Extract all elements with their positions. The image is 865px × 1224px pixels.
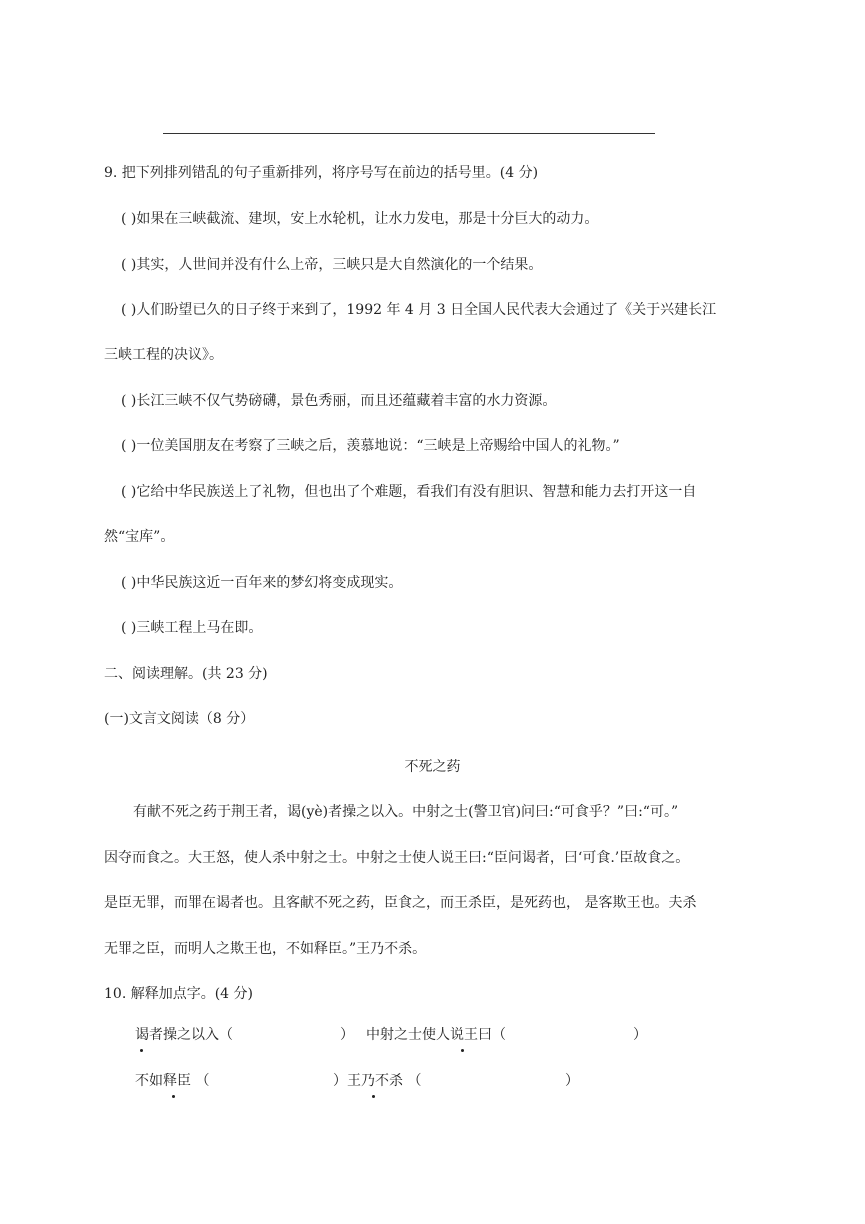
section-2-heading: 二、阅读理解。(共 23 分) — [104, 666, 268, 682]
q9-item-6-cont: 然“宝库”。 — [104, 529, 175, 545]
q9-item-3-cont: 三峡工程的决议》。 — [104, 347, 223, 363]
q10-item-shui: 中射之士使人说王曰（ — [366, 1027, 506, 1043]
q9-item-4: ( )长江三峡不仅气势磅礴，景色秀丽，而且还蕴藏着丰富的水力资源。 — [121, 393, 557, 409]
passage-title: 不死之药 — [404, 759, 461, 775]
q9-item-7: ( )中华民族这近一百年来的梦幻将变成现实。 — [121, 575, 403, 591]
passage-line-3: 是臣无罪，而罪在谒者也。且客献不死之药，臣食之，而王杀臣，是死药也， 是客欺王也。夫杀 — [104, 895, 697, 911]
q9-item-6: ( )它给中华民族送上了礼物，但也出了个难题，看我们有没有胆识、智慧和能力去打开这一自 — [121, 484, 697, 500]
question-9-title: 9. 把下列排列错乱的句子重新排列，将序号写在前边的括号里。(4 分) — [104, 165, 539, 181]
q10-item-shui-close: ） — [633, 1027, 647, 1043]
passage-line-2: 因夺而食之。大王怒，使人杀中射之士。中射之士使人说王曰:“臣问谒者，曰‘可食.’臣故食之。 — [104, 850, 690, 866]
emphasis-dot — [172, 1095, 175, 1098]
q9-item-3: ( )人们盼望已久的日子终于来到了，1992 年 4 月 3 日全国人民代表大会通过了《关于兴建长江 — [121, 302, 717, 318]
q9-item-8: ( )三峡工程上马在即。 — [121, 620, 263, 636]
q9-item-2: ( )其实，人世间并没有什么上帝，三峡只是大自然演化的一个结果。 — [121, 257, 543, 273]
emphasis-dot — [372, 1095, 375, 1098]
q10-item-shi-close: ） — [333, 1073, 347, 1089]
q9-item-5: ( )一位美国朋友在考察了三峡之后，羡慕地说：“三峡是上帝赐给中国人的礼物。” — [121, 438, 620, 454]
subsection-1-heading: (一)文言文阅读（8 分） — [104, 711, 255, 727]
passage-line-1: 有献不死之药于荆王者，谒(yè)者操之以入。中射之士(警卫官)问曰:“可食乎？”曰:“可。” — [133, 804, 679, 820]
q10-item-ye-close: ） — [340, 1027, 354, 1043]
q10-item-nai-close: ） — [565, 1073, 579, 1089]
q10-item-shi: 不如释臣 （ — [135, 1073, 210, 1089]
question-10-title: 10. 解释加点字。(4 分) — [104, 986, 253, 1002]
q10-item-ye: 谒者操之以入（ — [135, 1027, 233, 1043]
emphasis-dot — [461, 1049, 464, 1052]
emphasis-dot — [140, 1049, 143, 1052]
answer-line — [163, 133, 655, 134]
passage-line-4: 无罪之臣，而明人之欺王也，不如释臣。”王乃不杀。 — [104, 941, 427, 957]
q9-item-1: ( )如果在三峡截流、建坝，安上水轮机，让水力发电，那是十分巨大的动力。 — [121, 211, 599, 227]
q10-item-nai: 王乃不杀 （ — [347, 1073, 422, 1089]
